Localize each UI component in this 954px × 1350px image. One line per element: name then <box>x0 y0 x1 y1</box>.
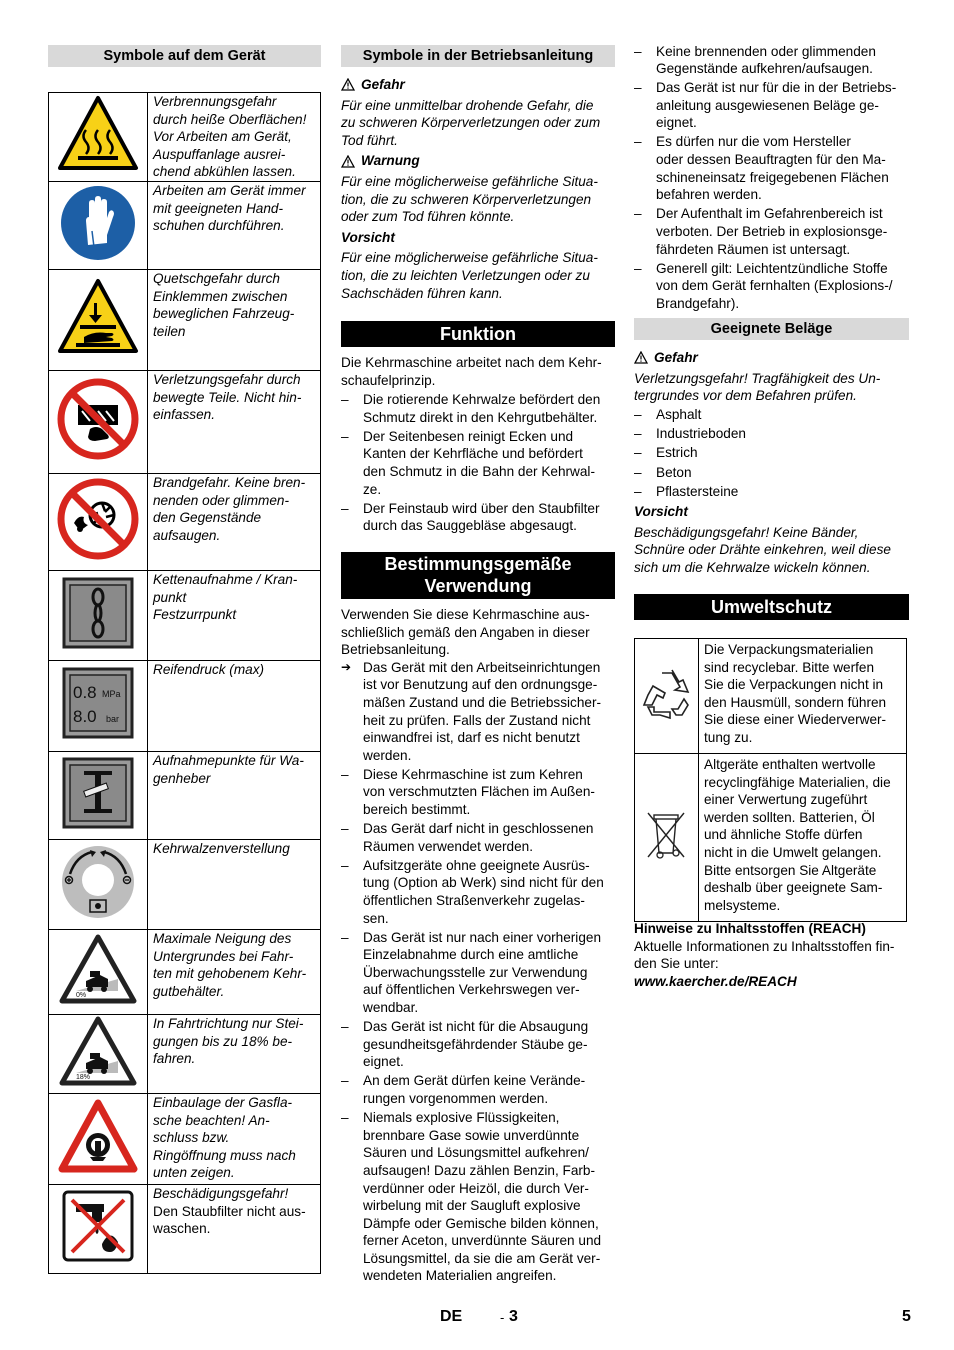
environment-table <box>634 638 907 922</box>
recycling-icon <box>635 639 699 754</box>
list-item: – Das Gerät ist nur nach einer vorherigen Einzelabnahme durch eine amtliche Überwachungsstelle zur Verwendung auf öffentlichen Verkehrswegen ver- wendbar. <box>341 929 615 1017</box>
list-item: – Aufsitzgeräte ohne geeignete Ausrüs- tung (Option ab Werk) sind nicht für den öffentlichen Straßenverkehr zugelas- sen. <box>341 857 615 927</box>
section-heading-symbols-device: Symbole auf dem Gerät <box>48 45 321 67</box>
hot-surface-warning-icon <box>49 93 148 182</box>
gefahr-label <box>341 76 615 94</box>
symbol-row <box>49 1184 321 1273</box>
list-item: – Der Aufenthalt im Gefahrenbereich ist verboten. Der Betrieb in explosionsge- fährdeten Räumen ist untersagt. <box>634 205 909 258</box>
symbol-description: Arbeiten am Gerät immer mit geeigneten Hand- schuhen durchführen. <box>148 181 321 269</box>
warnung-text: Für eine möglicherweise gefährliche Situa- tion, die zu schweren Körperverletzungen oder zum Tod führen könnte. <box>341 173 598 225</box>
symbol-row <box>49 1093 321 1184</box>
warnung-label-text: Warnung <box>361 153 420 169</box>
tire-pressure-icon <box>49 660 148 751</box>
list-item: – Keine brennenden oder glimmenden Gegenstände aufkehren/aufsaugen. <box>634 43 909 78</box>
roller-adjustment-icon <box>49 839 148 929</box>
list-item: – Industrieboden <box>634 425 909 443</box>
symbol-description: Maximale Neigung des Untergrundes bei Fahr- ten mit gehobenem Kehr- gutbehälter. <box>148 929 321 1014</box>
symbol-description: Verbrennungsgefahr durch heiße Oberflächen! Vor Arbeiten am Gerät, Auspuffanlage ausrei- chend abkühlen lassen. <box>148 93 321 182</box>
footer-page-number: 5 <box>902 1308 911 1325</box>
usage-restrictions-list <box>634 43 909 313</box>
section-heading-belaege: Geeignete Beläge <box>634 318 909 340</box>
section-heading-symbols-manual: Symbole in der Betriebsanleitung <box>341 45 615 67</box>
section-heading-umweltschutz: Umweltschutz <box>634 594 909 620</box>
symbol-row <box>49 929 321 1014</box>
no-reaching-moving-parts-icon <box>49 370 148 473</box>
device-symbols-table <box>48 92 321 1274</box>
belaege-gefahr-label <box>634 349 909 367</box>
gefahr-text: Für eine unmittelbar drohende Gefahr, die zu schweren Körperverletzungen oder zum Tod führt. <box>341 97 601 148</box>
list-item: – Diese Kehrmaschine ist zum Kehren von verschmutzten Flächen im Außen- bereich bestimmt. <box>341 766 615 819</box>
list-item: – Der Seitenbesen reinigt Ecken und Kanten der Kehrfläche und befördert den Schmutz in die Bahn der Kehrwal- ze. <box>341 428 615 498</box>
environment-text: Die Verpackungsmaterialien sind recyclebar. Bitte werfen Sie die Verpackungen nicht in den Hausmüll, sondern führen Sie diese einer Wiederverwer- tung zu. <box>699 639 907 754</box>
symbol-row <box>49 1014 321 1093</box>
symbol-description: Quetschgefahr durch Einklemmen zwischen beweglichen Fahrzeug- teilen <box>148 269 321 370</box>
vorsicht-text: Für eine möglicherweise gefährliche Situa- tion, die zu leichten Verletzungen oder zu Sachschäden führen kann. <box>341 250 598 301</box>
warnung-label <box>341 152 615 170</box>
funktion-intro: Die Kehrmaschine arbeitet nach dem Kehr- schaufelprinzip. <box>341 355 602 388</box>
symbol-description: Aufnahmepunkte für Wa- genheber <box>148 751 321 839</box>
gefahr-label-text: Gefahr <box>361 77 405 92</box>
svg-text:8.0: 8.0 <box>73 707 97 727</box>
no-burning-objects-icon <box>49 473 148 570</box>
list-item: – Estrich <box>634 444 909 462</box>
list-item: – Es dürfen nur die vom Hersteller oder dessen Beauftragten für den Ma- schineneinsatz freigegebenen Flächen befahren werden. <box>634 133 909 203</box>
reach-url[interactable]: www.kaercher.de/REACH <box>634 973 797 989</box>
warning-triangle-icon <box>341 155 355 168</box>
warning-triangle-icon <box>634 351 648 364</box>
svg-text:MPa: MPa <box>102 689 121 700</box>
belaege-vorsicht-label: Vorsicht <box>634 504 688 520</box>
bestimmung-list <box>341 659 615 1285</box>
gas-bottle-mounting-icon <box>49 1093 148 1184</box>
list-item: – Das Gerät ist nur für die in der Betriebs- anleitung ausgewiesenen Beläge ge- eignet. <box>634 79 909 132</box>
bestimmung-intro: Verwenden Sie diese Kehrmaschine aus- schließlich gemäß den Angaben in dieser Betriebsanleitung. <box>341 607 590 658</box>
list-item: – An dem Gerät dürfen keine Verände- rungen vorgenommen werden. <box>341 1072 615 1107</box>
list-item: – Niemals explosive Flüssigkeiten, brennbare Gase sowie unverdünnte Säuren und Lösungsmittel aufkehren/ aufsaugen! Dazu zählen Benzin, Farb- verdünner oder Heizöl, die durch Ver- wirbelung mit der Saugluft explosive Dämpfe oder Gemische bilden können, ferner Aceton, unverdünnte Säuren und Lösungsmittel, da sie die am Gerät ver- wendeten Materialien angreifen. <box>341 1109 615 1285</box>
symbol-description: Einbaulage der Gasfla- sche beachten! An- schluss bzw. Ringöffnung muss nach unten zeigen. <box>148 1093 321 1184</box>
crossed-bin-icon <box>635 754 699 922</box>
belaege-list <box>634 406 909 500</box>
svg-text:0.8: 0.8 <box>73 683 97 703</box>
environment-text: Altgeräte enthalten wertvolle recyclingfähige Materialien, die einer Verwertung zugeführt werden sollten. Batterien, Öl und ähnliche Stoffe dürfen nicht in die Umwelt gelangen. Bitte entsorgen Sie Altgeräte deshalb über geeignete Sam- melsysteme. <box>699 754 907 922</box>
symbol-description: Kehrwalzenverstellung <box>148 839 321 929</box>
warning-triangle-icon <box>341 78 355 91</box>
svg-text:0%: 0% <box>76 992 87 1000</box>
symbol-description: In Fahrtrichtung nur Stei- gungen bis zu 18% be- fahren. <box>148 1014 321 1093</box>
symbol-row <box>49 839 321 929</box>
footer-language: DE <box>440 1308 463 1325</box>
symbol-row <box>49 570 321 660</box>
symbol-description: Reifendruck (max) <box>148 660 321 751</box>
arrow-list-item: ➔ Das Gerät mit den Arbeitseinrichtungen ist vor Benutzung auf den ordnungsge- mäßen Zustand und die Betriebssicher- heit zu prüfen. Falls der Zustand nicht einwandfrei ist, darf es nicht benutzt werden. <box>341 659 615 765</box>
section-heading-bestimmung: Bestimmungsgemäße Verwendung <box>341 552 615 599</box>
list-item: – Das Gerät darf nicht in geschlossenen Räumen verwendet werden. <box>341 820 615 855</box>
footer-section-number: 3 <box>509 1308 518 1325</box>
max-incline-raised-hopper-icon <box>49 929 148 1014</box>
symbol-row <box>49 660 321 751</box>
symbol-description: Beschädigungsgefahr! Den Staubfilter nicht aus- waschen. <box>148 1184 321 1273</box>
symbol-description: Verletzungsgefahr durch bewegte Teile. Nicht hin- einfassen. <box>148 370 321 473</box>
max-slope-18-icon <box>49 1014 148 1093</box>
list-item: – Der Feinstaub wird über den Staubfilter durch das Sauggebläse abgesaugt. <box>341 500 615 535</box>
crush-hazard-icon <box>49 269 148 370</box>
wear-gloves-icon <box>49 181 148 269</box>
belaege-vorsicht-text: Beschädigungsgefahr! Keine Bänder, Schnüre oder Drähte einkehren, weil diese sich um die Kehrwalze wickeln können. <box>634 524 891 576</box>
chain-lashing-point-icon <box>49 570 148 660</box>
list-item: – Asphalt <box>634 406 909 424</box>
section-heading-funktion: Funktion <box>341 321 615 347</box>
reach-text: Aktuelle Informationen zu Inhaltsstoffen fin- den Sie unter: <box>634 938 895 972</box>
jack-point-icon <box>49 751 148 839</box>
symbol-row <box>49 181 321 269</box>
environment-row <box>635 754 907 922</box>
symbol-description: Kettenaufnahme / Kran- punkt Festzurrpunkt <box>148 570 321 660</box>
belaege-gefahr-text: Verletzungsgefahr! Tragfähigkeit des Un- tergrundes vor dem Befahren prüfen. <box>634 370 881 404</box>
list-item: – Beton <box>634 464 909 482</box>
environment-row <box>635 639 907 754</box>
symbol-row <box>49 93 321 182</box>
symbol-row <box>49 473 321 570</box>
symbol-description: Brandgefahr. Keine bren- nenden oder glimmen- den Gegenstände aufsaugen. <box>148 473 321 570</box>
list-item: – Pflastersteine <box>634 483 909 501</box>
vorsicht-label: Vorsicht <box>341 229 395 245</box>
list-item: – Generell gilt: Leichtentzündliche Stoffe von dem Gerät fernhalten (Explosions-/ Brandgefahr). <box>634 260 909 313</box>
list-item: – Die rotierende Kehrwalze befördert den Schmutz direkt in den Kehrgutbehälter. <box>341 391 615 426</box>
no-washing-filter-icon <box>49 1184 148 1273</box>
symbol-row <box>49 269 321 370</box>
symbol-row <box>49 370 321 473</box>
svg-text:18%: 18% <box>76 1074 91 1082</box>
footer-separator: - <box>500 1310 505 1325</box>
symbol-row <box>49 751 321 839</box>
funktion-list <box>341 391 615 535</box>
list-item: – Das Gerät ist nicht für die Absaugung gesundheitsgefährdender Stäube ge- eignet. <box>341 1018 615 1071</box>
svg-text:bar: bar <box>106 714 120 725</box>
belaege-gefahr-label-text: Gefahr <box>654 350 698 365</box>
reach-heading: Hinweise zu Inhaltsstoffen (REACH) <box>634 921 866 936</box>
